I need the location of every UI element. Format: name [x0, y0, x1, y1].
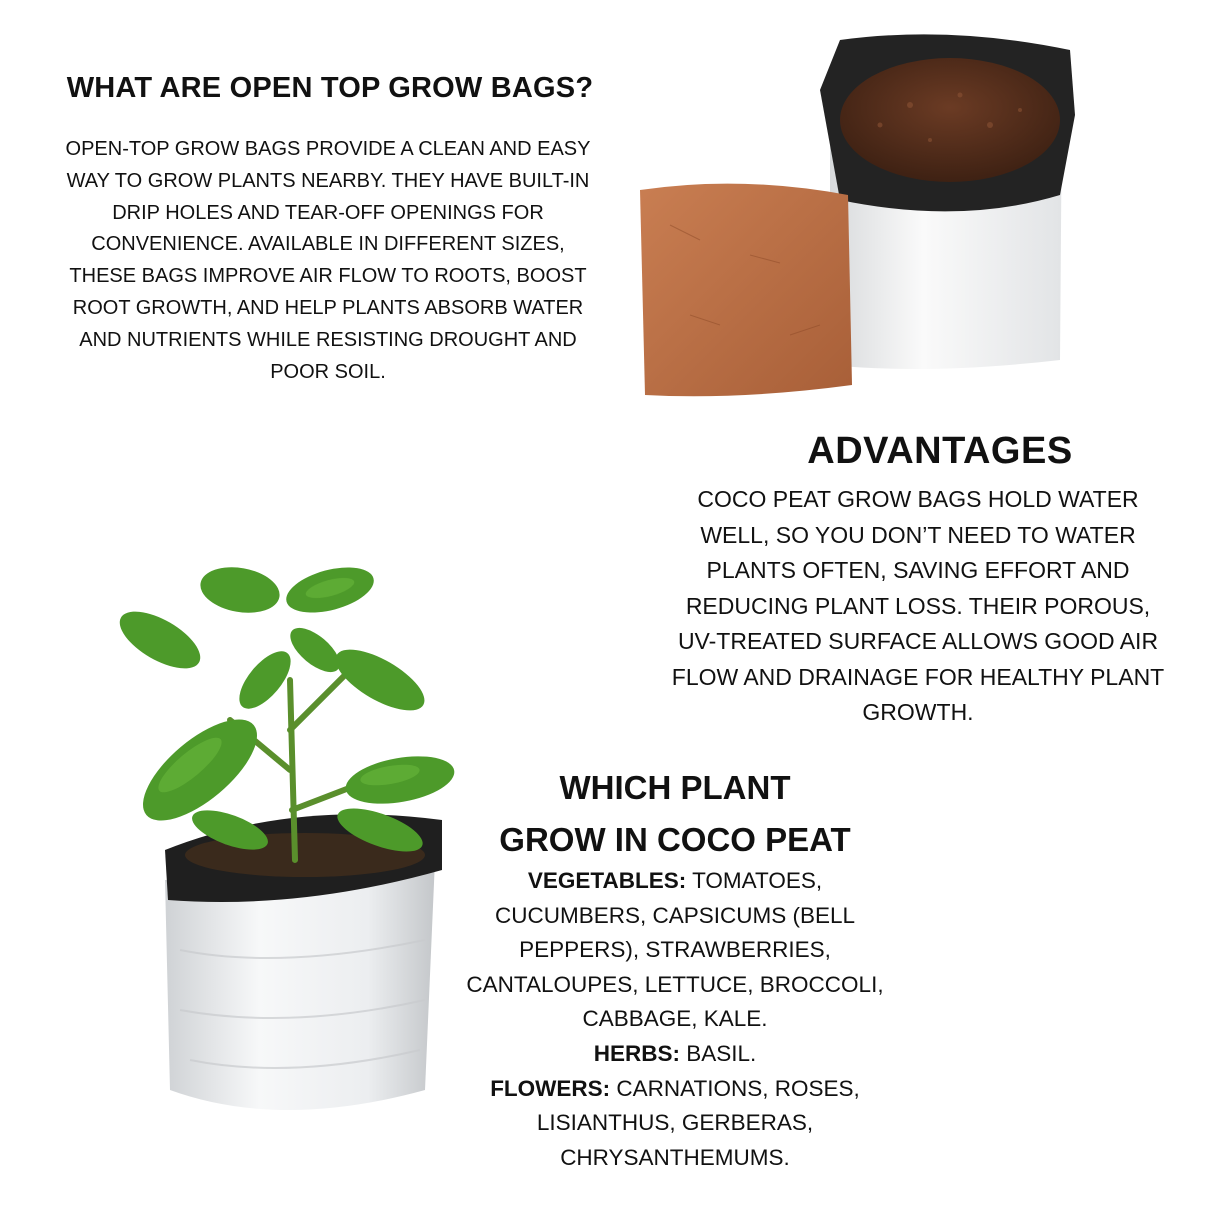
which-plants-heading [455, 762, 895, 866]
vegetables-label: VEGETABLES: [527, 868, 687, 893]
herbs-entry [455, 1037, 895, 1072]
vegetables-entry [455, 864, 895, 1037]
cocopeat-block [640, 184, 852, 397]
advantages-paragraph: COCO PEAT GROW BAGS HOLD WATER WELL, SO YOU DON’T NEED TO WATER PLANTS OFTEN, SAVING EFFORT AND REDUCING PLANT LOSS. THEIR POROUS, UV-TREATED SURFACE ALLOWS GOOD AIR FLOW AND DRAINAGE FOR HEALTHY PLANT GROWTH. [671, 486, 1165, 725]
which-plants-heading-line1: WHICH PLANT [559, 769, 791, 806]
flowers-entry [455, 1072, 895, 1176]
herbs-label: HERBS: [593, 1040, 680, 1066]
plant-growbag-image [80, 530, 460, 1150]
advantages-heading: ADVANTAGES [807, 430, 1073, 472]
which-plants-heading-line2: GROW IN COCO PEAT [499, 821, 851, 858]
vegetables-text: TOMATOES, CUCUMBERS, CAPSICUMS (BELL PEPPERS), STRAWBERRIES, CANTALOUPES, LETTUCE, BROCCOLI, CABBAGE, KALE. [466, 868, 884, 1032]
herbs-text: BASIL. [679, 1040, 757, 1066]
intro-paragraph: OPEN-TOP GROW BAGS PROVIDE A CLEAN AND EASY WAY TO GROW PLANTS NEARBY. THEY HAVE BUILT-IN DRIP HOLES AND TEAR-OFF OPENINGS FOR CONVENIENCE. AVAILABLE IN DIFFERENT SIZES, THESE BAGS IMPROVE AIR FLOW TO ROOTS, BOOST ROOT GROWTH, AND HELP PLANTS ABSORB WATER AND NUTRIENTS WHILE RESISTING DROUGHT AND POOR SOIL. [65, 138, 591, 383]
soil [840, 58, 1060, 182]
which-plants-list [455, 864, 895, 1175]
flowers-label: FLOWERS: [490, 1075, 611, 1101]
intro-heading: WHAT ARE OPEN TOP GROW BAGS? [66, 72, 594, 104]
cocopeat-growbag-image [630, 25, 1080, 405]
flowers-text: CARNATIONS, ROSES, LISIANTHUS, GERBERAS, CHRYSANTHEMUMS. [536, 1075, 860, 1170]
